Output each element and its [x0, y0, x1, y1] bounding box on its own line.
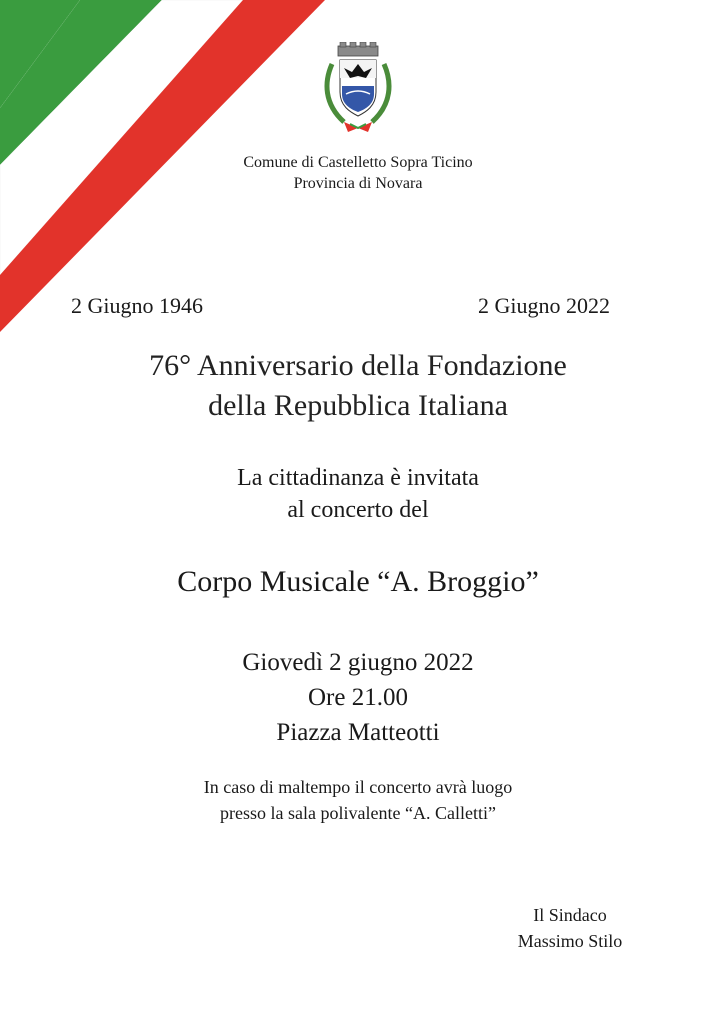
- municipality-header: [0, 152, 716, 194]
- weather-line-1: In caso di maltempo il concerto avrà luogo: [203, 777, 513, 797]
- weather-note: [0, 774, 716, 826]
- weather-line-2: presso la sala polivalente “A. Calletti”: [220, 803, 496, 823]
- signature-name: Massimo Stilo: [517, 931, 623, 951]
- anniversary-title: [0, 346, 716, 426]
- event-details: [0, 645, 716, 750]
- date-left: 2 Giugno 1946: [71, 293, 203, 318]
- coat-of-arms-icon: [322, 42, 394, 138]
- invitation-line-2: al concerto del: [287, 497, 429, 523]
- anniversary-line-2: della Repubblica Italiana: [208, 389, 508, 422]
- date-right: 2 Giugno 2022: [478, 293, 610, 318]
- signature-block: [480, 902, 660, 954]
- event-place: Piazza Matteotti: [276, 719, 440, 746]
- invitation-line-1: La cittadinanza è invitata: [237, 465, 479, 491]
- signature-role: Il Sindaco: [533, 905, 607, 925]
- event-time: Ore 21.00: [308, 684, 408, 711]
- comune-name: Comune di Castelletto Sopra Ticino: [243, 154, 473, 171]
- anniversary-line-1: 76° Anniversario della Fondazione: [149, 349, 567, 382]
- event-day: Giovedì 2 giugno 2022: [242, 649, 474, 676]
- invitation-text: [0, 462, 716, 526]
- band-name: Corpo Musicale “A. Broggio”: [177, 565, 539, 598]
- provincia-name: Provincia di Novara: [293, 175, 423, 192]
